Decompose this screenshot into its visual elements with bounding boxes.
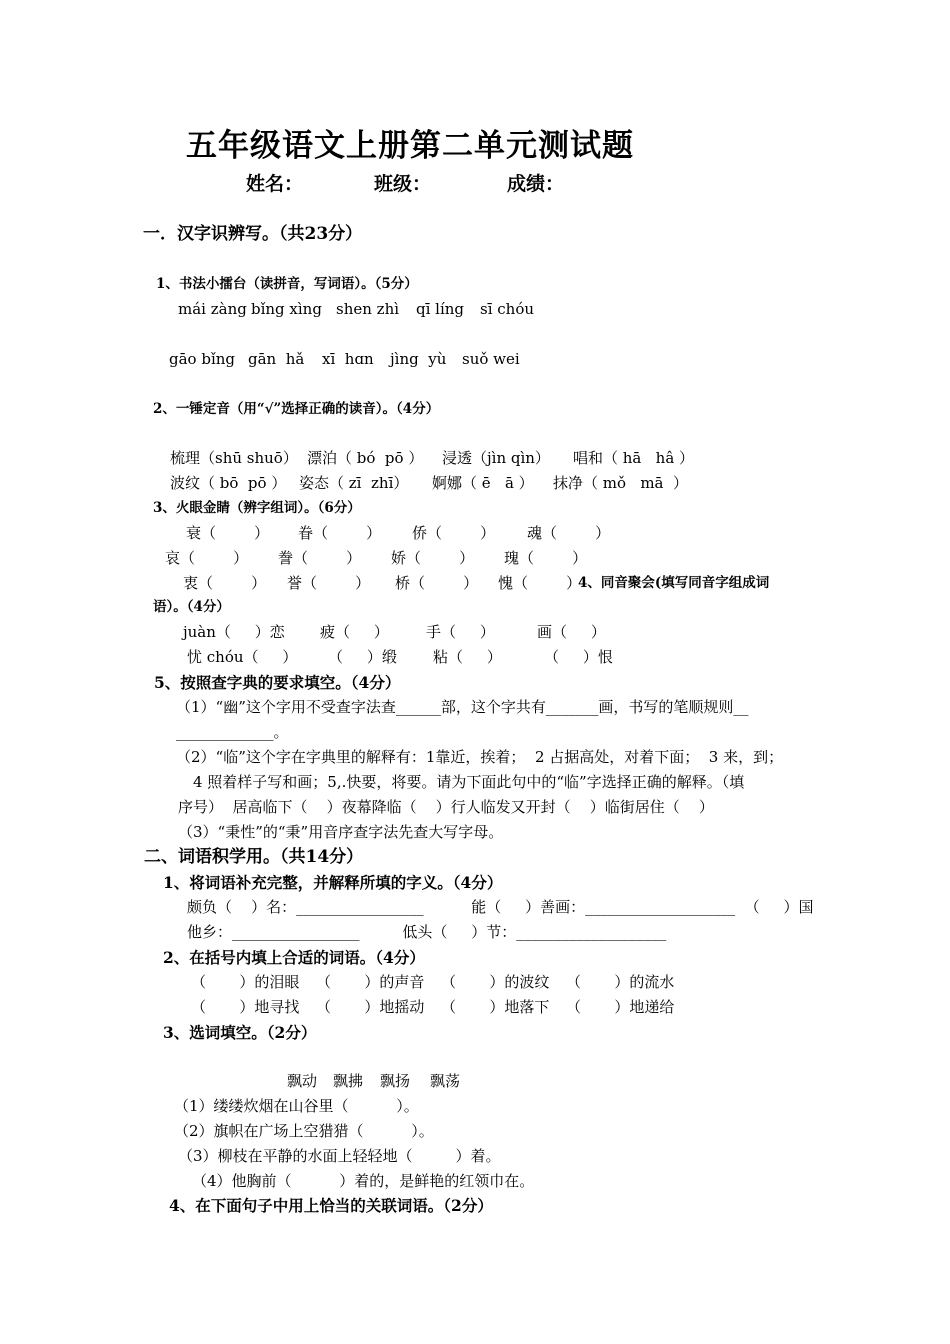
pinyin-item: bǐng xìng [251, 300, 322, 318]
sentence-line: （3）柳枝在平静的水面上轻轻地（ ）着。 [178, 1147, 501, 1165]
char-item: 瑰（ ） [504, 549, 588, 567]
char-item: 娇（ ） [391, 549, 475, 567]
p2-q1-line: 他乡：_________________ 低头（ ）节：____________________ [187, 923, 667, 941]
pinyin-item: mái zàng [178, 300, 247, 318]
fill-item: （ ）地落下 [441, 998, 550, 1016]
name-label: 姓名： [246, 173, 304, 195]
p2-q1-line: 颇负（ ）名：_________________ 能（ ）善画：____________________ （ ）国 [187, 898, 814, 916]
q4-heading-cont: 语）。（4分） [153, 599, 230, 615]
pinyin-item: gāo bǐng [169, 350, 236, 368]
char-item: 魂（ ） [527, 524, 611, 542]
q5-line: （3）“秉性”的“秉”用音序查字法先查大写字母。 [178, 823, 504, 841]
q3-heading: 3、火眼金睛（辨字组词）。（6分） [153, 500, 361, 516]
reading-item: 婀娜（ ē ā ） [432, 474, 534, 492]
pinyin-item: qī líng [416, 300, 465, 318]
homophone-item: 画（ ） [537, 623, 606, 641]
char-item: 誊（ ） [278, 549, 362, 567]
sentence-line: （4）他胸前（ ）着的，是鲜艳的红领巾在。 [192, 1172, 535, 1190]
pinyin-item: gān hǎ [248, 350, 305, 368]
p2-q1-heading: 1、将词语补充完整，并解释所填的字义。（4分） [163, 873, 503, 892]
q1-heading: 1、书法小擂台（读拼音，写词语）。（5分） [156, 276, 418, 292]
homophone-item: 粘（ ） [433, 648, 502, 666]
homophone-item: 疲（ ） [320, 623, 389, 641]
homophone-item: （ ）缎 [328, 648, 397, 666]
q2-heading: 2、一锤定音（用“√”选择正确的读音）。（4分） [153, 401, 440, 417]
q5-line: 4 照着样子写和画；5,.快要，将要。请为下面此句中的“临”字选择正确的解释。（填 [193, 773, 745, 791]
char-item: 衷（ ） [183, 574, 267, 592]
p2-q3-heading: 3、选词填空。（2分） [163, 1023, 317, 1042]
sentence-line: （1）缕缕炊烟在山谷里（ ）。 [174, 1097, 419, 1115]
word-choice: 飘拂 [333, 1072, 364, 1090]
homophone-item: （ ）恨 [544, 648, 613, 666]
char-item: 愧（ ） [498, 574, 582, 592]
fill-item: （ ）的声音 [316, 973, 425, 991]
section-2-heading: 二、词语积学用。（共14分） [144, 847, 364, 867]
pinyin-item: xī hɑn [322, 350, 374, 368]
homophone-item: juàn（ ）恋 [183, 623, 285, 641]
fill-item: （ ）的波纹 [441, 973, 550, 991]
pinyin-item: shen zhì [336, 300, 400, 318]
fill-item: （ ）地递给 [566, 998, 675, 1016]
p2-q2-heading: 2、在括号内填上合适的词语。（4分） [163, 948, 425, 967]
pinyin-item: sī chóu [480, 300, 535, 318]
reading-item: 姿态（ zī zhī） [299, 474, 409, 492]
class-label: 班级： [374, 173, 432, 195]
reading-item: 抹净（ mǒ mā ） [553, 474, 689, 492]
word-choice: 飘扬 [380, 1072, 411, 1090]
char-item: 誉（ ） [287, 574, 371, 592]
char-item: 眷（ ） [298, 524, 382, 542]
reading-item: 梳理（shū shuō） [170, 449, 298, 467]
char-item: 哀（ ） [165, 549, 249, 567]
q5-line: _____________。 [176, 723, 289, 741]
word-choice: 飘动 [287, 1072, 318, 1090]
fill-item: （ ）地摇动 [316, 998, 425, 1016]
char-item: 衰（ ） [186, 524, 270, 542]
reading-item: 波纹（ bō pō ） [170, 474, 287, 492]
page-title: 五年级语文上册第二单元测试题 [186, 128, 634, 164]
sentence-line: （2）旗帜在广场上空猎猎（ ）。 [174, 1122, 434, 1140]
char-item: 侨（ ） [412, 524, 496, 542]
reading-item: 浸透（jìn qìn） [442, 449, 550, 467]
homophone-item: 手（ ） [426, 623, 495, 641]
q5-heading: 5、按照查字典的要求填空。（4分） [154, 673, 401, 692]
reading-item: 唱和（ hā hâ ） [573, 449, 695, 467]
q5-line: 序号） 居高临下（ ）夜幕降临（ ）行人临发又开封（ ）临街居住（ ） [178, 798, 714, 816]
q5-line: （2）“临”这个字在字典里的解释有：1靠近，挨着； 2 占据高处，对着下面； 3 来，到； [176, 748, 784, 766]
score-label: 成绩： [507, 173, 565, 195]
reading-item: 漂泊（ bó pō ） [307, 449, 424, 467]
p2-q4-heading: 4、在下面句子中用上恰当的关联词语。（2分） [169, 1196, 493, 1215]
pinyin-item: suǒ wei [462, 350, 520, 368]
q5-line: （1）“幽”这个字用不受查字法查______部，这个字共有_______画，书写的笔顺规则__ [176, 698, 749, 716]
q4-heading: 4、同音聚会(填写同音字组成词 [578, 575, 770, 591]
fill-item: （ ）的流水 [566, 973, 675, 991]
section-1-heading: 一．汉字识辨写。（共23分） [143, 224, 363, 244]
char-item: 桥（ ） [395, 574, 479, 592]
pinyin-item: jìng yù [390, 350, 447, 368]
fill-item: （ ）的泪眼 [191, 973, 300, 991]
word-choice: 飘荡 [430, 1072, 461, 1090]
fill-item: （ ）地寻找 [191, 998, 300, 1016]
homophone-item: 忧 chóu（ ） [187, 648, 298, 666]
